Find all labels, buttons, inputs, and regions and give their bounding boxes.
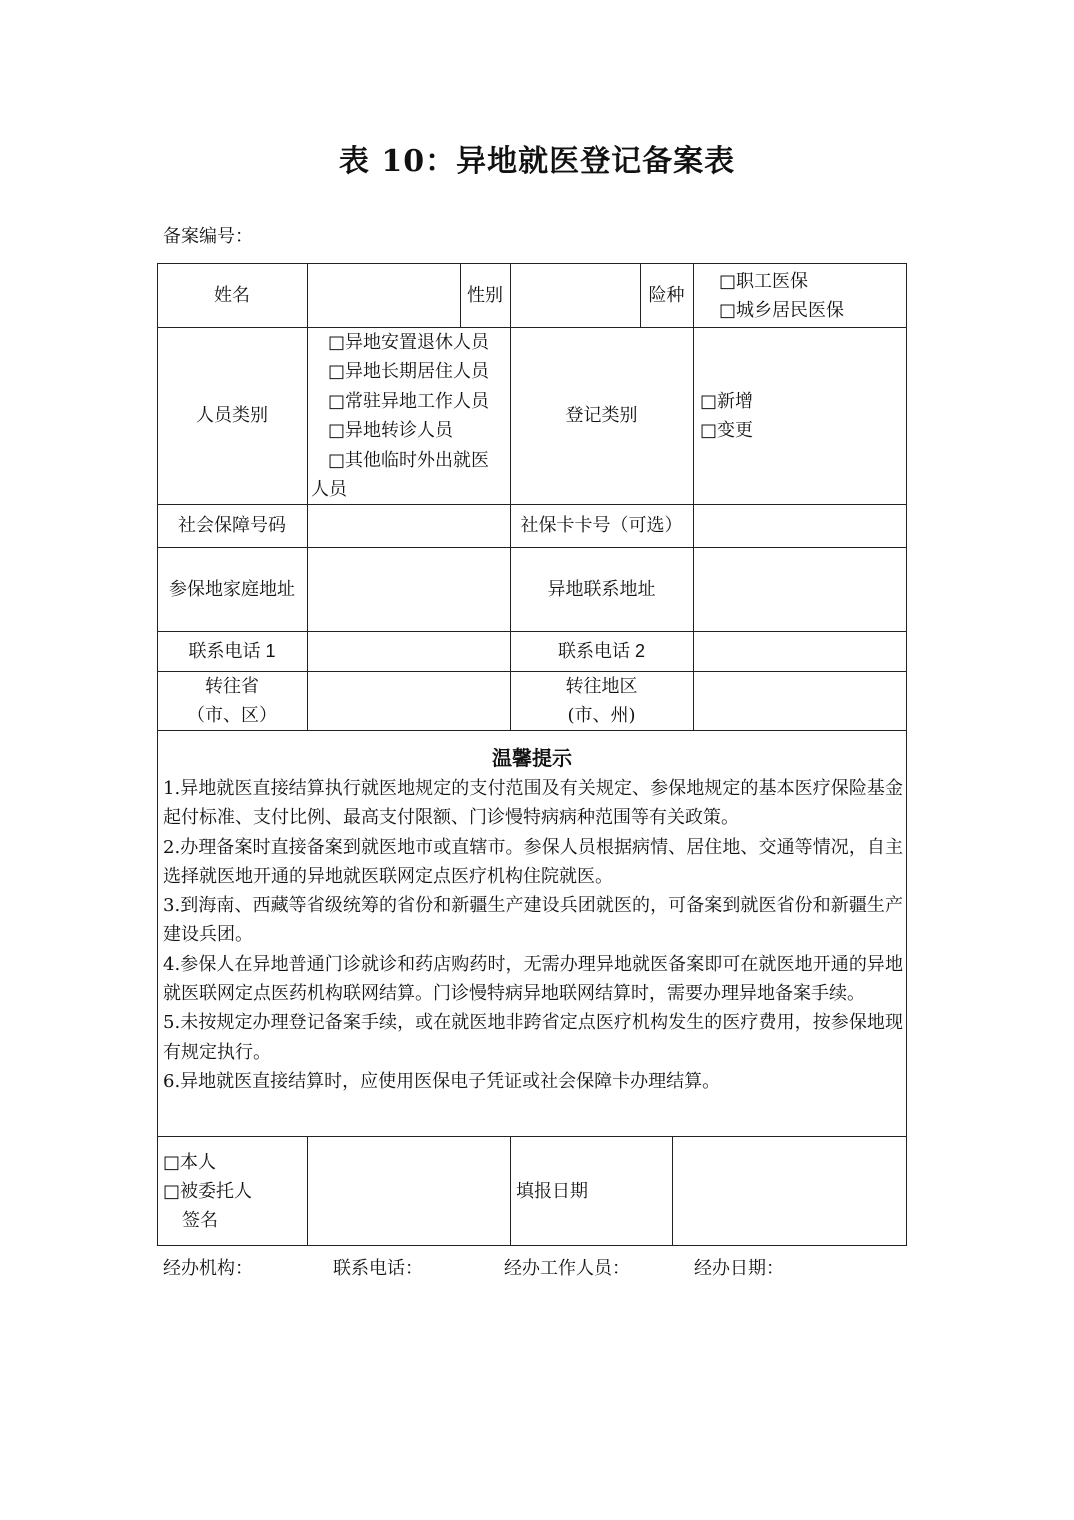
tip-item-6: 6.异地就医直接结算时，应使用医保电子凭证或社会保障卡办理结算。: [163, 1070, 721, 1092]
ssn-field[interactable]: [308, 505, 510, 547]
phone2-field[interactable]: [694, 632, 906, 671]
footer-agency-label: 经办机构：: [163, 1258, 253, 1279]
insurance-type-label: 险种: [648, 284, 685, 306]
home-address-label: 参保地家庭地址: [169, 578, 295, 600]
person-type-option-relocated-retiree[interactable]: □异地安置退休人员: [328, 331, 490, 353]
signer-option-self[interactable]: □本人: [163, 1151, 217, 1173]
register-type-label: 登记类别: [565, 405, 638, 426]
tips-title: 温馨提示: [492, 746, 572, 770]
remote-address-label: 异地联系地址: [547, 578, 656, 600]
signature-field[interactable]: [308, 1137, 510, 1245]
person-type-option-resident-worker[interactable]: □常驻异地工作人员: [328, 390, 490, 412]
register-type-option-change[interactable]: □变更: [700, 420, 754, 441]
insurance-option-employee[interactable]: □职工医保: [719, 271, 809, 292]
to-region-field[interactable]: [694, 672, 906, 730]
person-type-option-long-term-resident[interactable]: □异地长期居住人员: [328, 361, 490, 382]
gender-field[interactable]: [511, 264, 640, 327]
person-type-option-referral[interactable]: □异地转诊人员: [328, 420, 454, 441]
to-region-label: 转往地区: [565, 675, 638, 697]
tip-item-4: 4.参保人在异地普通门诊就诊和药店购药时，无需办理异地就医备案即可在就医地开通的异地就医联网定点医药机构联网结算。门诊慢特病异地联网结算时，需要办理异地备案手续。: [163, 953, 903, 1005]
fill-date-label: 填报日期: [516, 1180, 588, 1202]
remote-address-field[interactable]: [694, 548, 906, 631]
tips-list: [163, 774, 903, 1096]
insurance-option-resident[interactable]: □城乡居民医保: [719, 300, 845, 321]
record-number-label: 备案编号：: [163, 226, 253, 247]
form-title: 表 10：异地就医登记备案表: [338, 144, 736, 179]
card-number-field[interactable]: [694, 505, 906, 547]
gender-label: 性别: [467, 284, 503, 306]
name-field[interactable]: [308, 264, 460, 327]
name-label: 姓名: [214, 284, 250, 306]
person-type-option-other[interactable]: □其他临时外出就医: [328, 449, 490, 471]
phone1-label: 联系电话 1: [188, 640, 276, 661]
tip-item-5: 5.未按规定办理登记备案手续，或在就医地非跨省定点医疗机构发生的医疗费用，按参保地现有规定执行。: [163, 1012, 903, 1063]
home-address-field[interactable]: [308, 548, 510, 631]
person-type-option-other-continued: 人员: [311, 479, 347, 500]
to-province-sub-label: （市、区）: [187, 704, 277, 726]
footer-staff-label: 经办工作人员：: [504, 1258, 630, 1279]
to-region-sub-label: (市、州): [567, 704, 636, 726]
tip-item-2: 2.办理备案时直接备案到就医地市或直辖市。参保人员根据病情、居住地、交通等情况，自主选择就医地开通的异地就医联网定点医疗机构住院就医。: [163, 836, 903, 887]
footer-date-label: 经办日期：: [694, 1258, 784, 1279]
signature-label: 签名: [182, 1209, 218, 1231]
to-province-field[interactable]: [308, 672, 510, 730]
phone1-field[interactable]: [308, 632, 510, 671]
register-type-option-new[interactable]: □新增: [700, 391, 754, 412]
signer-option-delegate[interactable]: □被委托人: [163, 1180, 253, 1202]
phone2-label: 联系电话 2: [557, 640, 645, 661]
card-number-label: 社保卡卡号（可选）: [520, 515, 683, 536]
person-type-label: 人员类别: [196, 405, 268, 426]
tip-item-1: 1.异地就医直接结算执行就医地规定的支付范围及有关规定、参保地规定的基本医疗保险基金起付标准、支付比例、最高支付限额、门诊慢特病病种范围等有关政策。: [163, 778, 903, 829]
tip-item-3: 3.到海南、西藏等省级统筹的省份和新疆生产建设兵团就医的，可备案到就医省份和新疆生产建设兵团。: [163, 895, 903, 946]
to-province-label: 转往省: [205, 675, 259, 697]
footer-phone-label: 联系电话：: [333, 1258, 423, 1279]
fill-date-field[interactable]: [673, 1137, 906, 1245]
ssn-label: 社会保障号码: [178, 515, 286, 536]
